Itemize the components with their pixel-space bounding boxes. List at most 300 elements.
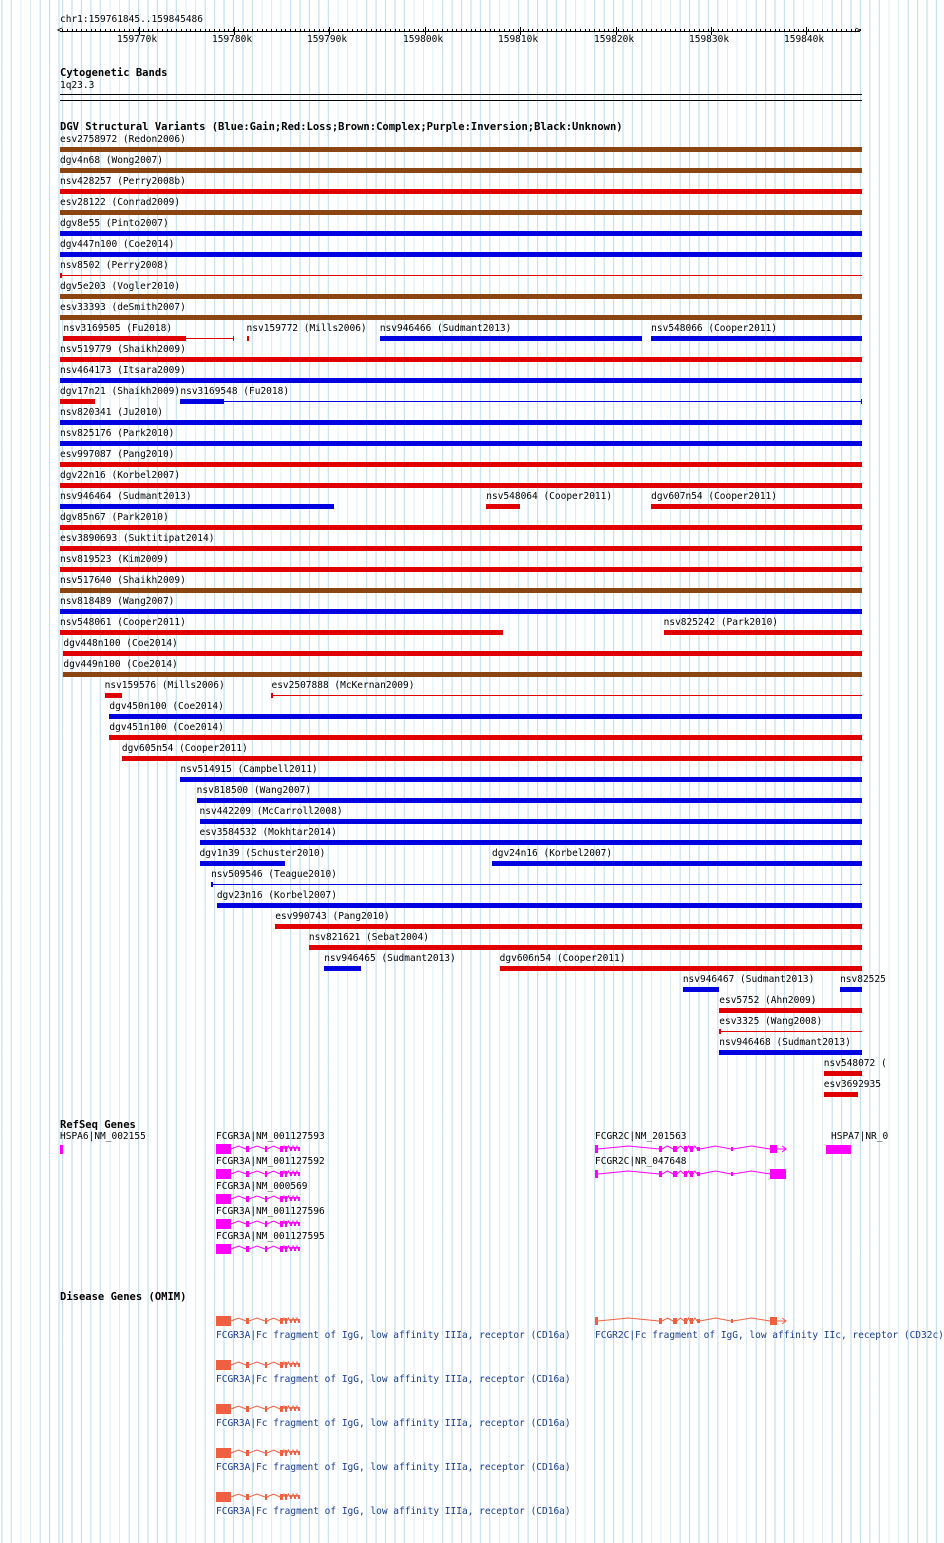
dgv-feature-label[interactable]: esv3692935	[823, 1079, 881, 1090]
dgv-feature-label[interactable]: dgv85n67 (Park2010)	[60, 512, 169, 523]
ruler-minor-tick	[523, 29, 524, 31]
dgv-feature-bar[interactable]	[824, 1092, 859, 1097]
dgv-feature-bar[interactable]	[651, 336, 862, 341]
ruler-minor-tick	[532, 29, 533, 31]
ruler-minor-tick	[509, 29, 510, 31]
ruler-minor-tick	[133, 29, 134, 31]
dgv-feature-label[interactable]: dgv605n54 (Cooper2011)	[121, 743, 248, 754]
dgv-feature-bar[interactable]	[60, 441, 862, 446]
dgv-feature-bar[interactable]	[60, 525, 862, 530]
ruler-minor-tick	[309, 29, 310, 31]
omim-disease-label[interactable]: FCGR3A|Fc fragment of IgG, low affinity IIIa, receptor (CD16a)	[216, 1374, 571, 1385]
dgv-feature-label[interactable]: nsv428257 (Perry2008b)	[60, 176, 186, 187]
dgv-feature-bar[interactable]	[60, 168, 862, 173]
ruler-minor-tick	[186, 29, 187, 31]
dgv-feature-end-tick	[233, 336, 234, 341]
ruler-minor-tick	[708, 29, 709, 31]
ruler-tick-label: 159840k	[784, 34, 825, 45]
dgv-feature-label[interactable]: dgv22n16 (Korbel2007)	[60, 470, 181, 481]
ruler-minor-tick	[266, 29, 267, 31]
ruler-minor-tick	[542, 29, 543, 31]
dgv-feature-label[interactable]: nsv3169548 (Fu2018)	[180, 386, 290, 397]
ruler-minor-tick	[433, 29, 434, 31]
dgv-feature-label[interactable]: nsv548072 (	[823, 1058, 887, 1069]
gene-model-glyph[interactable]	[0, 1446, 890, 1460]
dgv-feature-bar[interactable]	[824, 1071, 862, 1076]
ruler-minor-tick	[190, 29, 191, 31]
refseq-gene-label[interactable]: FCGR2C|NM_201563	[595, 1131, 687, 1142]
dgv-feature-bar[interactable]	[63, 336, 186, 341]
ruler-minor-tick	[333, 29, 334, 31]
dgv-feature-label[interactable]: dgv449n100 (Coe2014)	[63, 659, 178, 670]
ruler-minor-tick	[167, 29, 168, 31]
ruler-location: chr1:159761845..159845486	[60, 14, 203, 25]
ruler-minor-tick	[285, 29, 286, 31]
dgv-feature-start-tick	[60, 273, 62, 278]
ruler-minor-tick	[456, 29, 457, 31]
ruler-minor-tick	[110, 29, 111, 31]
dgv-feature-bar[interactable]	[60, 483, 862, 488]
ruler-minor-tick	[471, 29, 472, 31]
dgv-feature-label[interactable]: esv2758972 (Redon2006)	[60, 134, 186, 145]
ruler-minor-tick	[371, 29, 372, 31]
ruler-minor-tick	[722, 29, 723, 31]
ruler-minor-tick	[295, 29, 296, 31]
ruler-minor-tick	[385, 29, 386, 31]
ruler-minor-tick	[841, 29, 842, 31]
omim-disease-label[interactable]: FCGR3A|Fc fragment of IgG, low affinity IIIa, receptor (CD16a)	[216, 1418, 571, 1429]
dgv-feature-bar[interactable]	[500, 966, 862, 971]
ruler-minor-tick	[827, 29, 828, 31]
dgv-feature-bar[interactable]	[60, 630, 503, 635]
ruler-minor-tick	[518, 29, 519, 31]
ruler-minor-tick	[466, 29, 467, 31]
ruler-minor-tick	[832, 29, 833, 31]
ruler-minor-tick	[656, 29, 657, 31]
dgv-feature-label[interactable]: dgv4n68 (Wong2007)	[60, 155, 163, 166]
dgv-feature-start-tick	[211, 882, 213, 887]
ruler-minor-tick	[304, 29, 305, 31]
dgv-feature-label[interactable]: nsv548061 (Cooper2011)	[60, 617, 186, 628]
ruler-minor-tick	[632, 29, 633, 31]
dgv-feature-bar[interactable]	[60, 546, 862, 551]
ruler-minor-tick	[513, 29, 514, 31]
dgv-feature-label[interactable]: nsv946467 (Sudmant2013)	[682, 974, 815, 985]
ruler-minor-tick	[713, 29, 714, 31]
cytoband-line-top	[60, 94, 862, 95]
dgv-feature-label[interactable]: nsv946466 (Sudmant2013)	[379, 323, 512, 334]
ruler-minor-tick	[556, 29, 557, 31]
dgv-feature-label[interactable]: nsv548066 (Cooper2011)	[651, 323, 778, 334]
ruler-minor-tick	[114, 29, 115, 31]
ruler-minor-tick	[290, 29, 291, 31]
dgv-feature-bar[interactable]	[105, 693, 122, 698]
dgv-feature-label[interactable]: dgv451n100 (Coe2014)	[109, 722, 224, 733]
ruler-minor-tick	[461, 29, 462, 31]
dgv-feature-label[interactable]: nsv442209 (McCarroll2008)	[199, 806, 343, 817]
dgv-feature-label[interactable]: nsv517640 (Shaikh2009)	[60, 575, 186, 586]
ruler-minor-tick	[798, 29, 799, 31]
gene-model-glyph[interactable]	[0, 1314, 890, 1328]
ruler-minor-tick	[437, 29, 438, 31]
ruler-minor-tick	[775, 29, 776, 31]
dgv-feature-bar[interactable]	[60, 252, 862, 257]
dgv-feature-bar[interactable]	[719, 1008, 862, 1013]
dgv-feature-label[interactable]: esv997087 (Pang2010)	[60, 449, 175, 460]
ruler-minor-tick	[418, 29, 419, 31]
ruler-tick-label: 159800k	[403, 34, 444, 45]
ruler-minor-tick	[528, 29, 529, 31]
dgv-feature-bar[interactable]	[719, 1050, 862, 1055]
dgv-feature-bar[interactable]	[60, 315, 862, 320]
refseq-gene-label[interactable]: FCGR3A|NM_001127595	[216, 1231, 325, 1242]
dgv-feature-label[interactable]: nsv825242 (Park2010)	[663, 617, 779, 628]
refseq-gene-label[interactable]: FCGR3A|NM_001127596	[216, 1206, 325, 1217]
ruler-minor-tick	[366, 29, 367, 31]
dgv-feature-label[interactable]: esv28122 (Conrad2009)	[60, 197, 181, 208]
ruler-minor-tick	[594, 29, 595, 31]
ruler-minor-tick	[347, 29, 348, 31]
ruler-minor-tick	[599, 29, 600, 31]
dgv-feature-start-tick	[271, 693, 273, 698]
dgv-feature-label[interactable]: dgv606n54 (Cooper2011)	[499, 953, 626, 964]
ruler-minor-tick	[694, 29, 695, 31]
ruler-minor-tick	[91, 29, 92, 31]
ruler-minor-tick	[205, 29, 206, 31]
ruler-minor-tick	[608, 29, 609, 31]
dgv-feature-bar[interactable]	[683, 987, 719, 992]
dgv-feature-bar[interactable]	[60, 462, 862, 467]
ruler-minor-tick	[300, 29, 301, 31]
ruler-minor-tick	[665, 29, 666, 31]
dgv-feature-label[interactable]: dgv450n100 (Coe2014)	[109, 701, 224, 712]
ruler-minor-tick	[447, 29, 448, 31]
dgv-feature-label[interactable]: nsv514915 (Campbell2011)	[180, 764, 318, 775]
ruler-minor-tick	[765, 29, 766, 31]
refseq-gene-label[interactable]: FCGR3A|NM_000569	[216, 1181, 308, 1192]
ruler-minor-tick	[585, 29, 586, 31]
dgv-feature-bar[interactable]	[60, 357, 862, 362]
dgv-feature-label[interactable]: nsv519779 (Shaikh2009)	[60, 344, 186, 355]
ruler-minor-tick	[789, 29, 790, 31]
dgv-feature-label[interactable]: esv2507888 (McKernan2009)	[271, 680, 415, 691]
omim-disease-label[interactable]: FCGR2C|Fc fragment of IgG, low affinity IIc, receptor (CD32c)	[595, 1330, 944, 1341]
dgv-feature-label[interactable]: dgv5e203 (Vogler2010)	[60, 281, 181, 292]
ruler-minor-tick	[637, 29, 638, 31]
dgv-feature-bar[interactable]	[60, 378, 862, 383]
ruler-minor-tick	[342, 29, 343, 31]
ruler-minor-tick	[214, 29, 215, 31]
dgv-feature-label[interactable]: dgv8e55 (Pinto2007)	[60, 218, 169, 229]
ruler-minor-tick	[661, 29, 662, 31]
dgv-feature-bar[interactable]	[324, 966, 360, 971]
ruler-minor-tick	[794, 29, 795, 31]
ruler-minor-tick	[105, 29, 106, 31]
dgv-feature-bar[interactable]	[664, 630, 862, 635]
ruler-minor-tick	[162, 29, 163, 31]
ruler-minor-tick	[494, 29, 495, 31]
ruler-minor-tick	[95, 29, 96, 31]
dgv-feature-end-tick	[861, 399, 862, 404]
gene-model-glyph[interactable]	[0, 1358, 890, 1372]
ruler-minor-tick	[651, 29, 652, 31]
ruler-minor-tick	[219, 29, 220, 31]
ruler-minor-tick	[124, 29, 125, 31]
dgv-feature-bar[interactable]	[200, 840, 862, 845]
dgv-feature-label[interactable]: nsv946465 (Sudmant2013)	[324, 953, 456, 964]
dgv-feature-label[interactable]: dgv607n54 (Cooper2011)	[651, 491, 778, 502]
ruler-axis	[60, 31, 860, 32]
dgv-feature-label[interactable]: nsv825176 (Park2010)	[60, 428, 175, 439]
ruler-minor-tick	[442, 29, 443, 31]
dgv-feature-label[interactable]: esv990743 (Pang2010)	[275, 911, 390, 922]
dgv-feature-label[interactable]: dgv1n39 (Schuster2010)	[199, 848, 326, 859]
gene-model-glyph[interactable]	[0, 1217, 890, 1231]
dgv-feature-bar[interactable]	[651, 504, 862, 509]
ruler-minor-tick	[176, 29, 177, 31]
ruler-minor-tick	[129, 29, 130, 31]
dgv-feature-label[interactable]: nsv818500 (Wang2007)	[196, 785, 312, 796]
dgv-feature-bar[interactable]	[60, 210, 862, 215]
ruler-minor-tick	[252, 29, 253, 31]
ruler-minor-tick	[152, 29, 153, 31]
ruler-minor-tick	[238, 29, 239, 31]
cytoband-label: 1q23.3	[60, 80, 95, 91]
ruler-minor-tick	[580, 29, 581, 31]
ruler-minor-tick	[404, 29, 405, 31]
ruler-minor-tick	[751, 29, 752, 31]
refseq-gene-label[interactable]: HSPA6|NM_002155	[60, 1131, 146, 1142]
ruler-minor-tick	[756, 29, 757, 31]
ruler-minor-tick	[642, 29, 643, 31]
ruler-minor-tick	[737, 29, 738, 31]
ruler-minor-tick	[741, 29, 742, 31]
dgv-feature-bar[interactable]	[60, 609, 862, 614]
dgv-feature-bar[interactable]	[275, 924, 862, 929]
dgv-feature-line[interactable]	[271, 695, 862, 696]
ruler-minor-tick	[618, 29, 619, 31]
ruler-minor-tick	[181, 29, 182, 31]
ruler-minor-tick	[338, 29, 339, 31]
ruler-minor-tick	[566, 29, 567, 31]
ruler-minor-tick	[143, 29, 144, 31]
cytoband-line-bottom	[60, 100, 862, 101]
ruler-tick-label: 159770k	[117, 34, 158, 45]
ruler-minor-tick	[570, 29, 571, 31]
dgv-feature-label[interactable]: dgv447n100 (Coe2014)	[60, 239, 175, 250]
ruler-minor-tick	[319, 29, 320, 31]
omim-disease-label[interactable]: FCGR3A|Fc fragment of IgG, low affinity IIIa, receptor (CD16a)	[216, 1462, 571, 1473]
ruler-minor-tick	[561, 29, 562, 31]
ruler-minor-tick	[499, 29, 500, 31]
dgv-feature-label[interactable]: nsv821621 (Sebat2004)	[308, 932, 429, 943]
ruler-minor-tick	[699, 29, 700, 31]
gene-model-glyph[interactable]	[0, 1167, 890, 1181]
dgv-feature-label[interactable]: esv3584532 (Mokhtar2014)	[199, 827, 337, 838]
ruler-minor-tick	[72, 29, 73, 31]
dgv-feature-bar[interactable]	[180, 399, 224, 404]
ruler-minor-tick	[81, 29, 82, 31]
dgv-feature-bar[interactable]	[60, 504, 334, 509]
dgv-feature-label[interactable]: dgv24n16 (Korbel2007)	[492, 848, 613, 859]
dgv-feature-bar[interactable]	[309, 945, 862, 950]
dgv-feature-bar[interactable]	[247, 336, 249, 341]
gene-model-glyph[interactable]	[0, 1402, 890, 1416]
ruler-minor-tick	[395, 29, 396, 31]
gene-model-glyph[interactable]	[0, 1242, 890, 1256]
dgv-feature-bar[interactable]	[840, 987, 862, 992]
ruler-minor-tick	[727, 29, 728, 31]
ruler-minor-tick	[575, 29, 576, 31]
dgv-feature-bar[interactable]	[380, 336, 642, 341]
ruler-minor-tick	[732, 29, 733, 31]
ruler-minor-tick	[323, 29, 324, 31]
ruler-minor-tick	[314, 29, 315, 31]
dgv-feature-label[interactable]: nsv946468 (Sudmant2013)	[719, 1037, 851, 1048]
dgv-feature-bar[interactable]	[63, 651, 862, 656]
ruler-minor-tick	[504, 29, 505, 31]
ruler-minor-tick	[613, 29, 614, 31]
ruler-minor-tick	[119, 29, 120, 31]
ruler-minor-tick	[281, 29, 282, 31]
dgv-feature-bar[interactable]	[200, 819, 862, 824]
dgv-feature-label[interactable]: nsv8502 (Perry2008)	[60, 260, 169, 271]
dgv-feature-label[interactable]: nsv819523 (Kim2009)	[60, 554, 169, 565]
dgv-feature-label[interactable]: nsv3169505 (Fu2018)	[63, 323, 173, 334]
ruler-minor-tick	[718, 29, 719, 31]
dgv-feature-bar[interactable]	[60, 399, 95, 404]
ruler-minor-tick	[352, 29, 353, 31]
dgv-feature-label[interactable]: nsv159772 (Mills2006)	[246, 323, 367, 334]
ruler-minor-tick	[276, 29, 277, 31]
dgv-feature-label[interactable]: esv3890693 (Suktitipat2014)	[60, 533, 215, 544]
dgv-feature-label[interactable]: nsv820341 (Ju2010)	[60, 407, 163, 418]
omim-disease-label[interactable]: FCGR3A|Fc fragment of IgG, low affinity IIIa, receptor (CD16a)	[216, 1330, 571, 1341]
ruler-minor-tick	[247, 29, 248, 31]
cytoband-title: Cytogenetic Bands	[60, 67, 168, 79]
dgv-feature-bar[interactable]	[109, 735, 862, 740]
ruler-minor-tick	[361, 29, 362, 31]
refseq-gene-label[interactable]: FCGR2C|NR_047648	[595, 1156, 687, 1167]
ruler-minor-tick	[604, 29, 605, 31]
dgv-feature-line[interactable]	[186, 338, 234, 339]
omim-disease-label[interactable]: FCGR3A|Fc fragment of IgG, low affinity IIIa, receptor (CD16a)	[216, 1506, 571, 1517]
dgv-feature-bar[interactable]	[60, 189, 862, 194]
ruler-minor-tick	[257, 29, 258, 31]
gene-model-glyph[interactable]	[0, 1192, 890, 1206]
refseq-title: RefSeq Genes	[60, 1119, 136, 1131]
dgv-feature-label[interactable]: nsv946464 (Sudmant2013)	[60, 491, 192, 502]
dgv-feature-line[interactable]	[224, 401, 862, 402]
ruler-minor-tick	[689, 29, 690, 31]
ruler-minor-tick	[171, 29, 172, 31]
refseq-gene-block[interactable]	[826, 1145, 851, 1154]
dgv-feature-bar[interactable]	[492, 861, 862, 866]
ruler-minor-tick	[808, 29, 809, 31]
gene-model-glyph[interactable]	[0, 1142, 890, 1156]
dgv-feature-bar[interactable]	[180, 777, 862, 782]
ruler-minor-tick	[100, 29, 101, 31]
ruler-tick-label: 159830k	[689, 34, 730, 45]
ruler-minor-tick	[475, 29, 476, 31]
ruler-minor-tick	[224, 29, 225, 31]
dgv-feature-line[interactable]	[211, 884, 862, 885]
dgv-feature-bar[interactable]	[60, 567, 862, 572]
dgv-feature-label[interactable]: dgv17n21 (Shaikh2009)	[60, 386, 181, 397]
dgv-feature-bar[interactable]	[60, 588, 862, 593]
ruler-minor-tick	[822, 29, 823, 31]
dgv-feature-bar[interactable]	[200, 861, 285, 866]
dgv-feature-bar[interactable]	[109, 714, 862, 719]
ruler-minor-tick	[485, 29, 486, 31]
ruler-minor-tick	[157, 29, 158, 31]
ruler-minor-tick	[67, 29, 68, 31]
dgv-feature-bar[interactable]	[122, 756, 862, 761]
dgv-feature-bar[interactable]	[197, 798, 862, 803]
ruler-minor-tick	[480, 29, 481, 31]
ruler-minor-tick	[399, 29, 400, 31]
dgv-feature-bar[interactable]	[60, 294, 862, 299]
dgv-feature-label[interactable]: nsv548064 (Cooper2011)	[486, 491, 613, 502]
ruler-minor-tick	[623, 29, 624, 31]
ruler-minor-tick	[779, 29, 780, 31]
ruler-minor-tick	[846, 29, 847, 31]
ruler-minor-tick	[423, 29, 424, 31]
dgv-feature-label[interactable]: dgv23n16 (Korbel2007)	[216, 890, 337, 901]
refseq-gene-label[interactable]: FCGR3A|NM_001127593	[216, 1131, 325, 1142]
ruler-minor-tick	[537, 29, 538, 31]
dgv-feature-line[interactable]	[719, 1031, 862, 1032]
ruler-minor-tick	[380, 29, 381, 31]
dgv-feature-label[interactable]: esv33393 (deSmith2007)	[60, 302, 186, 313]
dgv-title: DGV Structural Variants (Blue:Gain;Red:Loss;Brown:Complex;Purple:Inversion;Black:Unknown)	[60, 121, 623, 133]
ruler-minor-tick	[243, 29, 244, 31]
ruler-minor-tick	[703, 29, 704, 31]
ruler-minor-tick	[414, 29, 415, 31]
dgv-feature-label[interactable]: nsv159576 (Mills2006)	[104, 680, 225, 691]
dgv-feature-start-tick	[719, 1029, 721, 1034]
dgv-feature-bar[interactable]	[60, 231, 862, 236]
refseq-gene-label[interactable]: FCGR3A|NM_001127592	[216, 1156, 325, 1167]
omim-title: Disease Genes (OMIM)	[60, 1291, 187, 1303]
dgv-feature-label[interactable]: nsv509546 (Teague2010)	[211, 869, 337, 880]
ruler-minor-tick	[817, 29, 818, 31]
ruler-minor-tick	[813, 29, 814, 31]
dgv-feature-line[interactable]	[60, 275, 862, 276]
dgv-feature-bar[interactable]	[63, 672, 862, 677]
refseq-gene-label[interactable]: HSPA7|NR_0	[831, 1131, 889, 1142]
dgv-feature-label[interactable]: dgv448n100 (Coe2014)	[63, 638, 178, 649]
ruler-minor-tick	[195, 29, 196, 31]
dgv-feature-label[interactable]: nsv464173 (Itsara2009)	[60, 365, 186, 376]
gene-model-glyph[interactable]	[0, 1490, 890, 1504]
ruler-minor-tick	[684, 29, 685, 31]
dgv-feature-label[interactable]: esv3325 (Wang2008)	[719, 1016, 823, 1027]
dgv-feature-label[interactable]: nsv818489 (Wang2007)	[60, 596, 175, 607]
dgv-feature-label[interactable]: esv5752 (Ahn2009)	[719, 995, 817, 1006]
dgv-feature-bar[interactable]	[60, 420, 862, 425]
ruler-minor-tick	[271, 29, 272, 31]
ruler-left-arrow: <	[57, 25, 63, 36]
dgv-feature-bar[interactable]	[217, 903, 862, 908]
ruler-tick-label: 159790k	[307, 34, 348, 45]
ruler-right-arrow: >	[855, 25, 861, 36]
dgv-feature-label[interactable]: nsv82525	[840, 974, 886, 985]
ruler-minor-tick	[627, 29, 628, 31]
dgv-feature-bar[interactable]	[486, 504, 520, 509]
ruler-tick-label: 159810k	[498, 34, 539, 45]
dgv-feature-bar[interactable]	[60, 147, 862, 152]
